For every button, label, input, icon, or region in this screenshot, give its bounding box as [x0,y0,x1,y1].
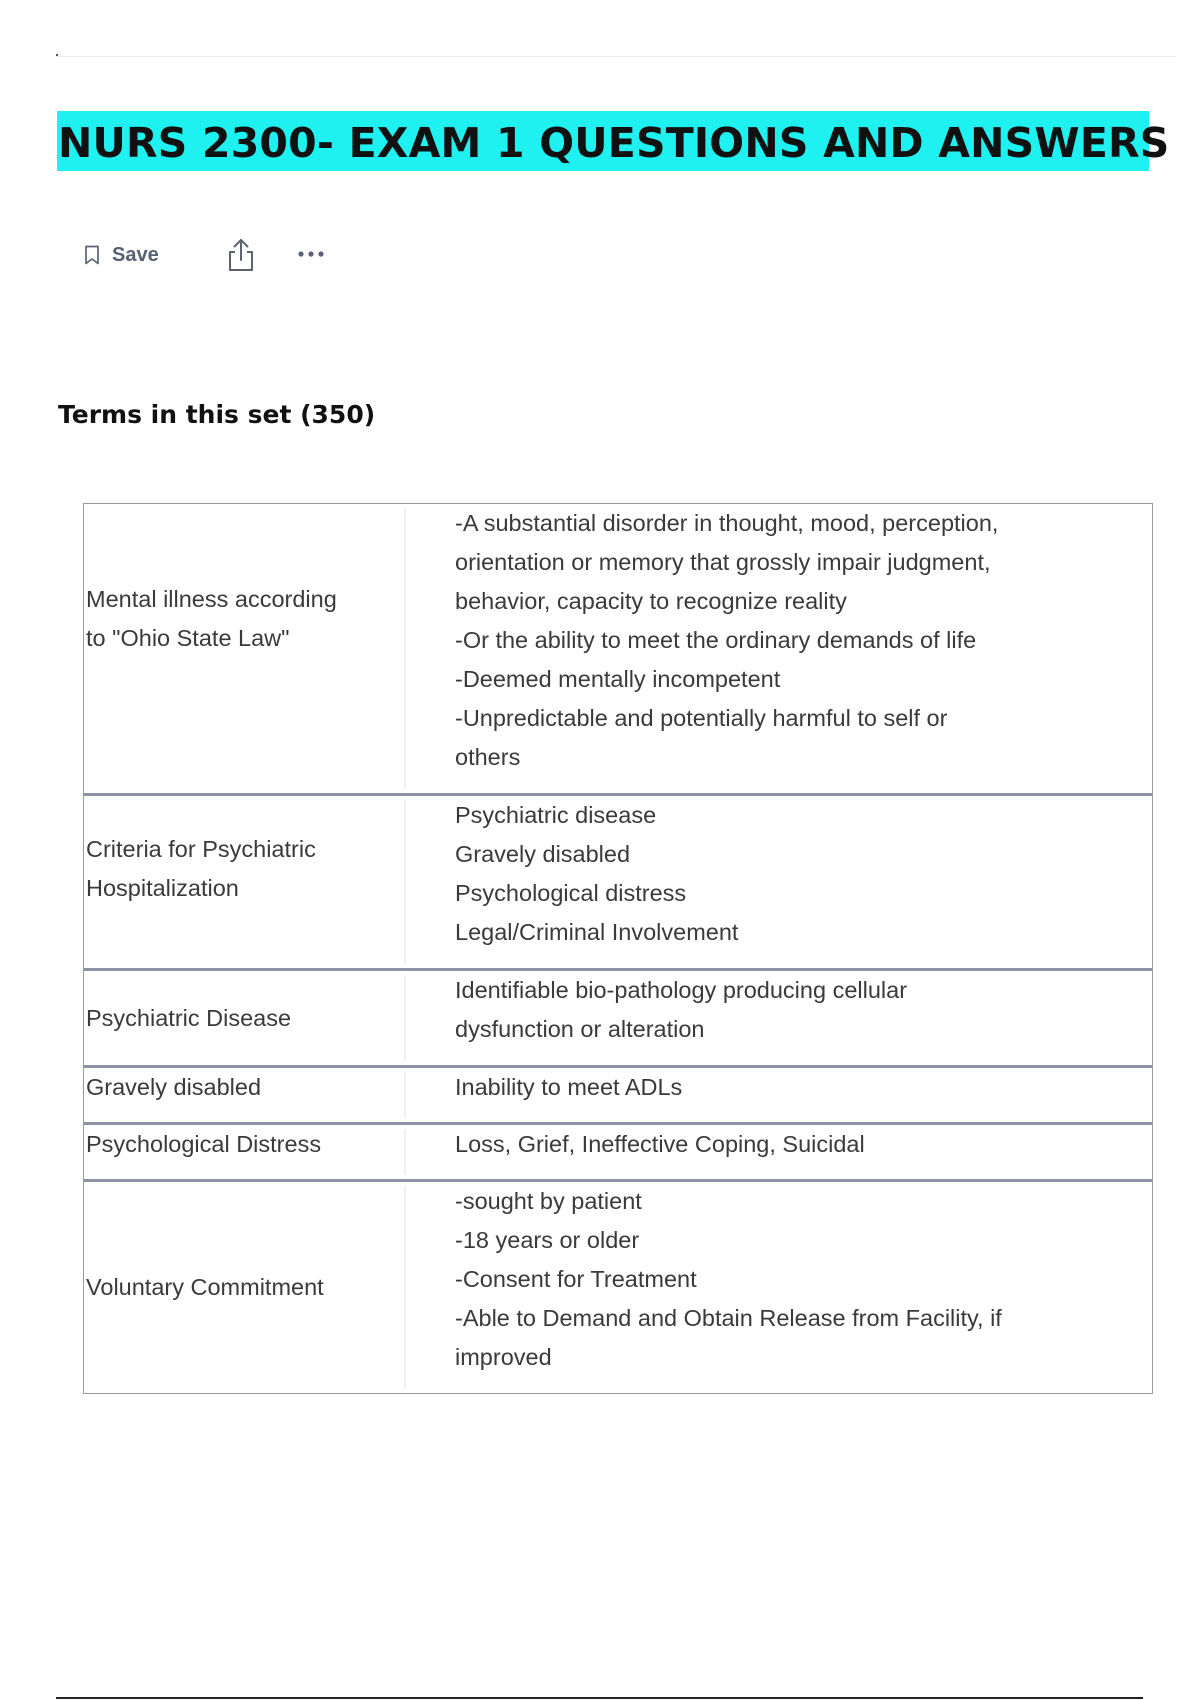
term-text: to "Ohio State Law" [86,625,290,651]
term-row [84,793,1152,968]
definition-text: Loss, Grief, Ineffective Coping, Suicidal [455,1131,865,1157]
term-cell [84,1182,404,1393]
page-title: NURS 2300- EXAM 1 QUESTIONS AND ANSWERS [58,119,1170,167]
definition-text: dysfunction or alteration [455,1016,705,1042]
definition-text: -sought by patient [455,1188,642,1214]
definition-text: -18 years or older [455,1227,640,1253]
bookmark-icon [84,245,100,265]
definition-text: Inability to meet ADLs [455,1074,683,1100]
definition-text: Psychological distress [455,880,687,906]
definition-text: -Deemed mentally incompetent [455,666,781,692]
definition-cell [406,1125,1152,1179]
term-text: Mental illness according [86,586,337,612]
term-cell [84,504,404,793]
bottom-divider [56,1697,1143,1699]
term-row [84,1179,1152,1393]
term-row [84,968,1152,1065]
definition-cell [406,1182,1152,1393]
definition-text: Legal/Criminal Involvement [455,919,739,945]
save-label: Save [112,243,159,266]
term-cell [84,971,404,1065]
terms-heading: Terms in this set (350) [58,400,376,429]
term-cell [84,796,404,968]
term-text: Gravely disabled [86,1074,262,1100]
term-row [84,504,1152,793]
more-options-button[interactable] [292,236,330,274]
definition-text: others [455,744,521,770]
definition-text: Identifiable bio-pathology producing cellular [455,977,908,1003]
definition-text: Gravely disabled [455,841,631,867]
definition-text: Psychiatric disease [455,802,657,828]
definition-text: -Able to Demand and Obtain Release from Facility, if [455,1305,1002,1331]
term-row [84,1122,1152,1179]
save-button[interactable] [84,236,194,274]
terms-table [83,503,1153,1394]
term-text: Psychiatric Disease [86,1004,292,1031]
term-cell [84,1125,404,1179]
definition-cell [406,504,1152,793]
term-text: Psychological Distress [86,1131,322,1157]
definition-text: -A substantial disorder in thought, mood, perception, [455,510,999,536]
definition-text: improved [455,1344,552,1370]
top-divider [56,56,1176,57]
term-text: Voluntary Commitment [86,1274,324,1300]
definition-text: -Unpredictable and potentially harmful to self or [455,705,948,731]
definition-text: behavior, capacity to recognize reality [455,588,847,614]
definition-cell [406,971,1152,1065]
term-row [84,1065,1152,1122]
definition-cell [406,1068,1152,1122]
more-icon [292,236,330,274]
definition-cell [406,796,1152,968]
definition-text: -Or the ability to meet the ordinary demands of life [455,627,977,653]
term-text: Hospitalization [86,875,239,901]
term-cell [84,1068,404,1122]
share-icon [222,236,260,274]
term-text: Criteria for Psychiatric [86,836,316,862]
definition-text: orientation or memory that grossly impair judgment, [455,549,991,575]
definition-text: -Consent for Treatment [455,1266,697,1292]
share-button[interactable] [222,236,260,274]
